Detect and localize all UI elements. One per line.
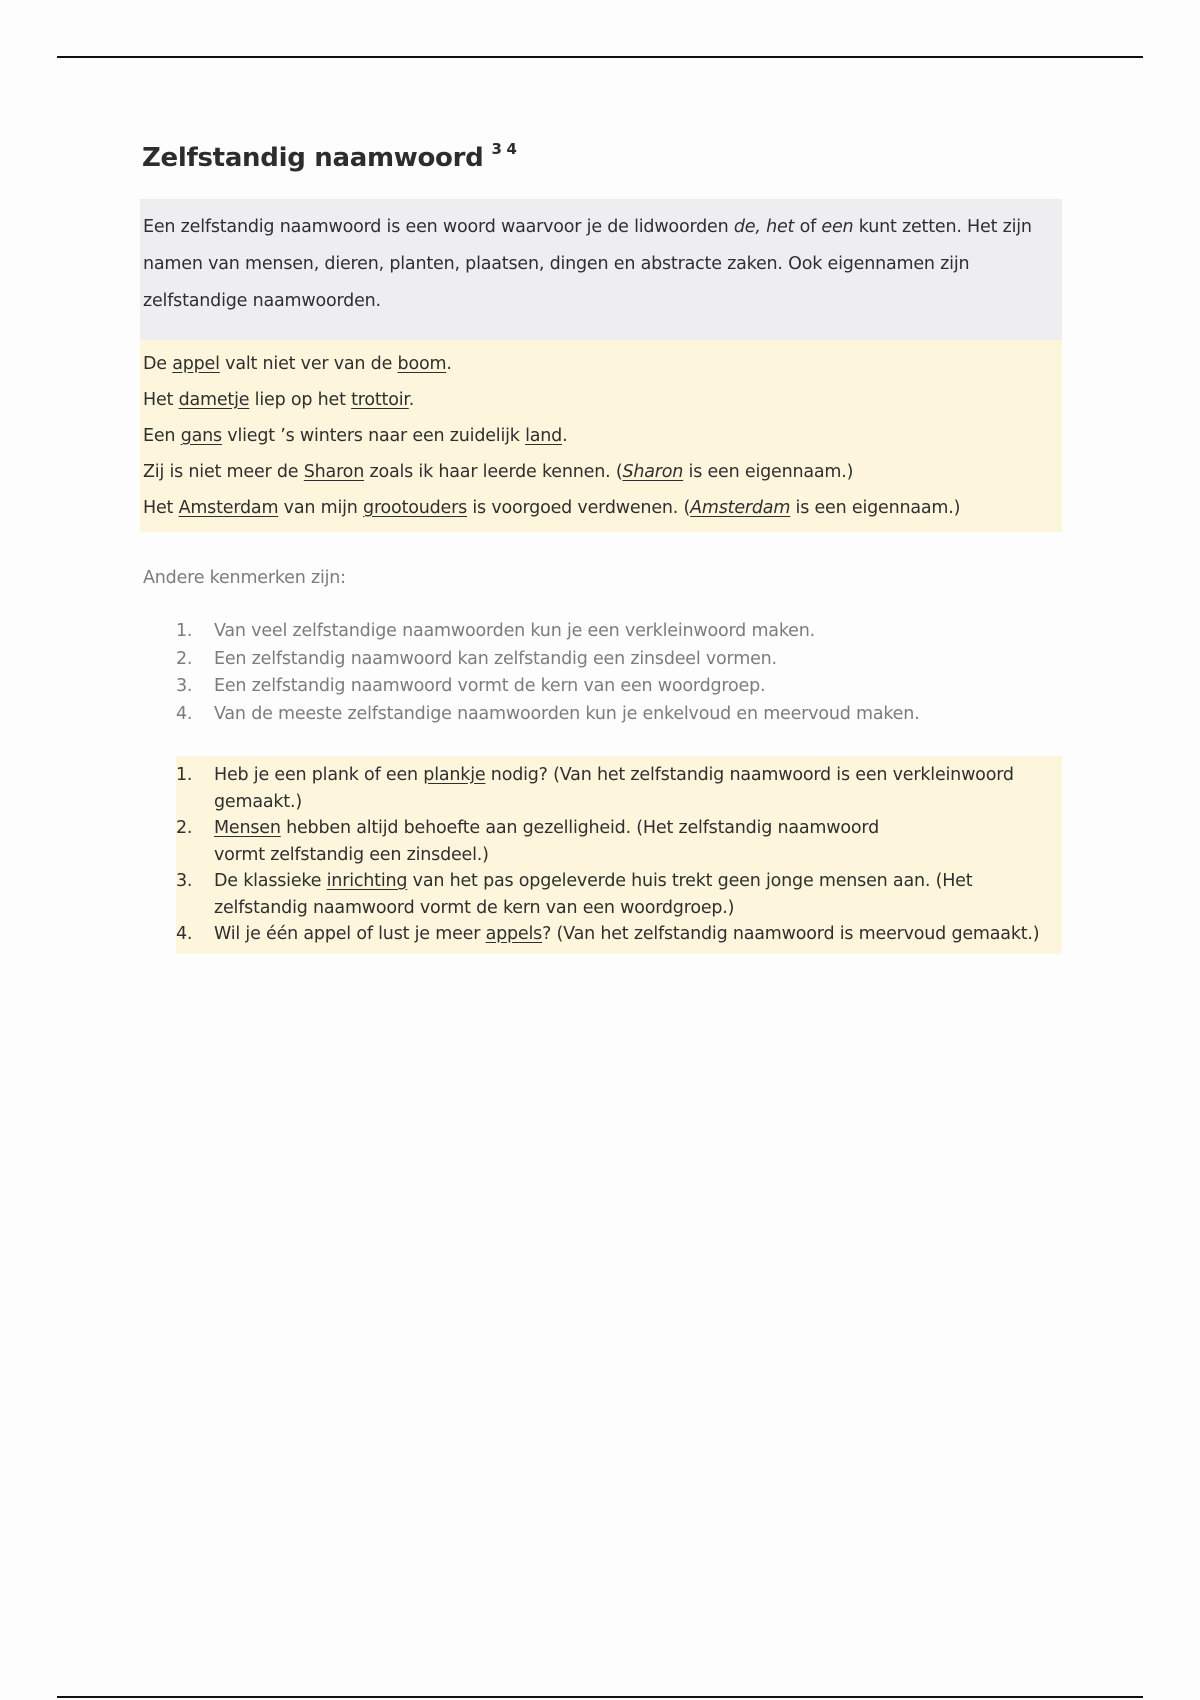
example-sentence: Zij is niet meer de Sharon zoals ik haar leerde kennen. (Sharon is een eigennaam.): [143, 462, 854, 482]
noun-underline: appels: [485, 924, 543, 944]
property-examples-list: [176, 756, 1062, 954]
example-sentence: Een gans vliegt ’s winters naar een zuidelijk land.: [143, 426, 568, 446]
section-label: Andere kenmerken zijn:: [143, 568, 346, 588]
example-sentence: De appel valt niet ver van de boom.: [143, 354, 452, 374]
definition-italic: de, het: [733, 217, 795, 237]
definition-text: Een zelfstandig naamwoord is een woord waarvoor je de lidwoorden: [143, 217, 734, 237]
noun-underline: grootouders: [363, 498, 468, 518]
list-item: 3. Een zelfstandig naamwoord vormt de kern van een woordgroep.: [176, 676, 766, 696]
page-title: [142, 140, 1062, 173]
header-rule: [57, 56, 1143, 58]
noun-underline: Amsterdam: [690, 498, 791, 518]
definition-box: [140, 199, 1062, 340]
noun-underline: trottoir: [351, 390, 409, 410]
list-item: 1. Heb je een plank of een plankje nodig? (Van het zelfstandig naamwoord is een verkleinwoord gemaakt.): [176, 765, 1014, 812]
list-item: 3. De klassieke inrichting van het pas opgeleverde huis trekt geen jonge mensen aan. (Het zelfstandig naamwoord vormt de kern van een woordgroep.): [176, 871, 973, 918]
page-content: [140, 140, 1062, 954]
list-item: 4. Wil je één appel of lust je meer appels? (Van het zelfstandig naamwoord is meervoud gemaakt.): [176, 924, 1040, 944]
noun-underline: Amsterdam: [178, 498, 279, 518]
noun-underline: plankje: [423, 765, 486, 785]
title-text: Zelfstandig naamwoord: [142, 143, 484, 173]
list-item: 4. Van de meeste zelfstandige naamwoorden kun je enkelvoud en meervoud maken.: [176, 703, 920, 724]
noun-underline: inrichting: [326, 871, 408, 891]
noun-underline: Mensen: [214, 818, 281, 838]
noun-underline: Sharon: [622, 462, 684, 482]
footer-rule: [57, 1696, 1143, 1698]
example-sentence: Het dametje liep op het trottoir.: [143, 390, 415, 410]
example-sentence: Het Amsterdam van mijn grootouders is voorgoed verdwenen. (Amsterdam is een eigennaam.): [143, 498, 961, 518]
footnote-refs: 3 4: [491, 140, 517, 158]
definition-italic: een: [821, 217, 854, 237]
list-item: 1. Van veel zelfstandige naamwoorden kun je een verkleinwoord maken.: [176, 621, 815, 641]
list-item: 2. Mensen hebben altijd behoefte aan gezelligheid. (Het zelfstandig naamwoord vormt zelfstandig een zinsdeel.): [176, 818, 879, 865]
noun-underline: appel: [172, 354, 220, 374]
noun-underline: dametje: [178, 390, 250, 410]
definition-text: of: [794, 217, 822, 237]
noun-underline: Sharon: [303, 462, 365, 482]
definition-text: kunt zetten. Het zijn namen van mensen, dieren, planten, plaatsen, dingen en abstracte zaken. Ook eigennamen zijn zelfstandige naamwoorden.: [143, 217, 1032, 311]
properties-list: [176, 618, 1062, 728]
noun-underline: gans: [180, 426, 222, 446]
noun-underline: land: [525, 426, 563, 446]
examples-box: [140, 340, 1062, 532]
noun-underline: boom: [397, 354, 447, 374]
list-item: 2. Een zelfstandig naamwoord kan zelfstandig een zinsdeel vormen.: [176, 648, 777, 669]
